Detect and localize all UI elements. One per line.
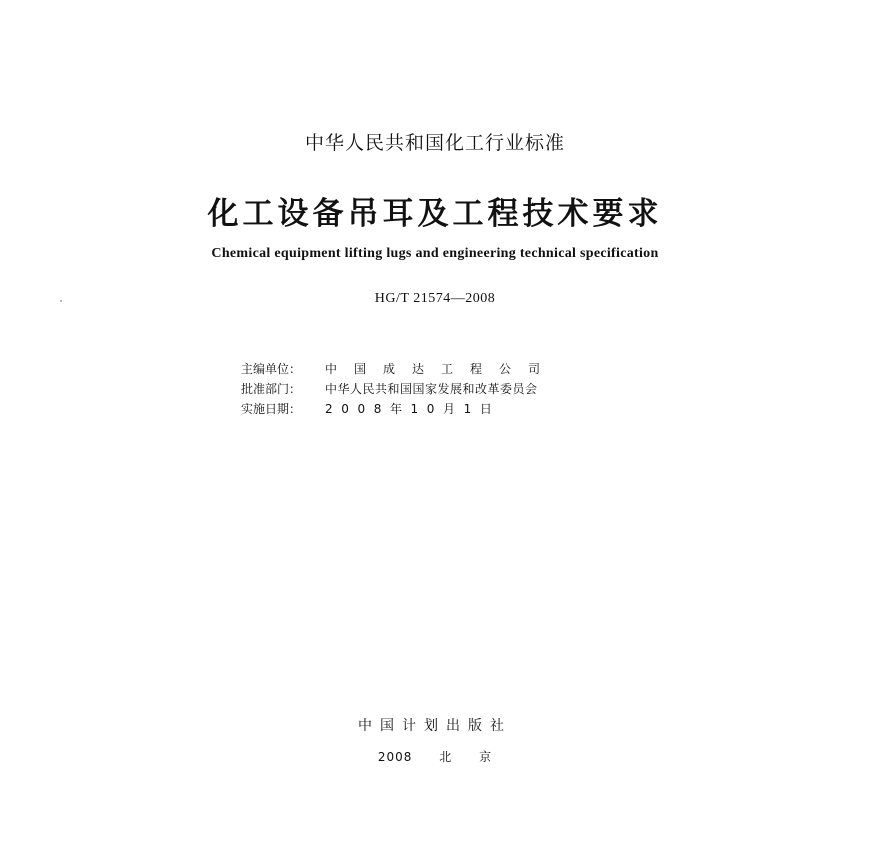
info-row-editor [241, 360, 557, 377]
publisher-name: 中国计划出版社 [358, 718, 512, 734]
info-label: 批准部门： [241, 382, 302, 396]
info-label: 主编单位： [241, 362, 302, 376]
info-value: 2008年10月1日 [325, 402, 501, 416]
document-title-english: Chemical equipment lifting lugs and engineering technical specification [211, 246, 659, 261]
series-title: 中华人民共和国化工行业标准 [304, 132, 565, 154]
info-value: 中国成达工程公司 [325, 362, 558, 376]
publication-place-year: 2008 北 京 [377, 750, 493, 764]
info-row-effective-date [241, 400, 500, 417]
scan-speck [60, 300, 62, 302]
document-title-chinese: 化工设备吊耳及工程技术要求 [207, 196, 663, 232]
info-label: 实施日期： [241, 402, 302, 416]
info-row-approver [241, 380, 538, 397]
standard-code: HG/T 21574—2008 [374, 291, 496, 306]
info-value: 中华人民共和国国家发展和改革委员会 [325, 382, 538, 396]
